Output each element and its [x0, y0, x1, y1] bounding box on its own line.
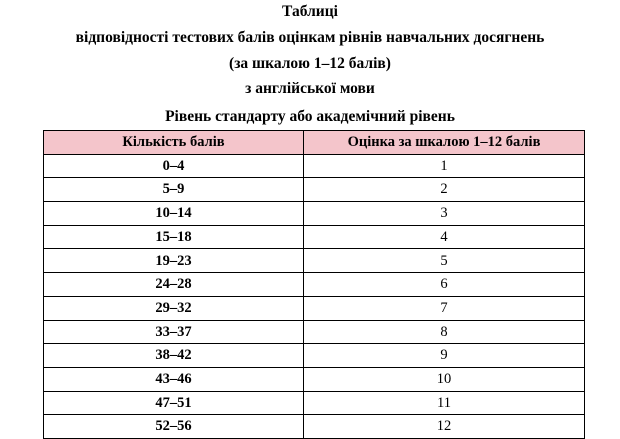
score-range-cell: 52–56 [44, 415, 304, 439]
grade-cell: 1 [304, 154, 585, 178]
score-range-cell: 15–18 [44, 225, 304, 249]
table-subtitle: Рівень стандарту або академічний рівень [165, 108, 455, 125]
grade-cell: 5 [304, 249, 585, 273]
score-conversion-table [43, 130, 585, 439]
table-row [44, 178, 585, 202]
score-range-cell: 24–28 [44, 273, 304, 297]
title-line-1: Таблиці [282, 3, 338, 20]
header-score-count: Кількість балів [44, 131, 304, 155]
table-row [44, 320, 585, 344]
score-range-cell: 19–23 [44, 249, 304, 273]
grade-cell: 6 [304, 273, 585, 297]
table-row [44, 344, 585, 368]
table-row [44, 202, 585, 226]
table-row [44, 154, 585, 178]
table-row [44, 225, 585, 249]
title-line-2: відповідності тестових балів оцінкам рівнів навчальних досягнень [75, 29, 545, 46]
grade-cell: 8 [304, 320, 585, 344]
table-row [44, 273, 585, 297]
title-line-3: (за шкалою 1–12 балів) [229, 55, 391, 72]
score-range-cell: 10–14 [44, 202, 304, 226]
grade-cell: 11 [304, 391, 585, 415]
grade-cell: 12 [304, 415, 585, 439]
table-row [44, 296, 585, 320]
score-range-cell: 0–4 [44, 154, 304, 178]
grade-cell: 3 [304, 202, 585, 226]
score-range-cell: 29–32 [44, 296, 304, 320]
score-range-cell: 5–9 [44, 178, 304, 202]
score-range-cell: 38–42 [44, 344, 304, 368]
score-range-cell: 33–37 [44, 320, 304, 344]
score-range-cell: 47–51 [44, 391, 304, 415]
grade-cell: 2 [304, 178, 585, 202]
grade-cell: 7 [304, 296, 585, 320]
grade-cell: 4 [304, 225, 585, 249]
title-line-4: з англійської мови [245, 80, 375, 97]
table-row [44, 415, 585, 439]
table-header-row [44, 131, 585, 155]
header-grade-scale: Оцінка за шкалою 1–12 балів [304, 131, 585, 155]
grade-cell: 10 [304, 367, 585, 391]
grade-cell: 9 [304, 344, 585, 368]
score-range-cell: 43–46 [44, 367, 304, 391]
table-row [44, 391, 585, 415]
table-row [44, 249, 585, 273]
table-row [44, 367, 585, 391]
